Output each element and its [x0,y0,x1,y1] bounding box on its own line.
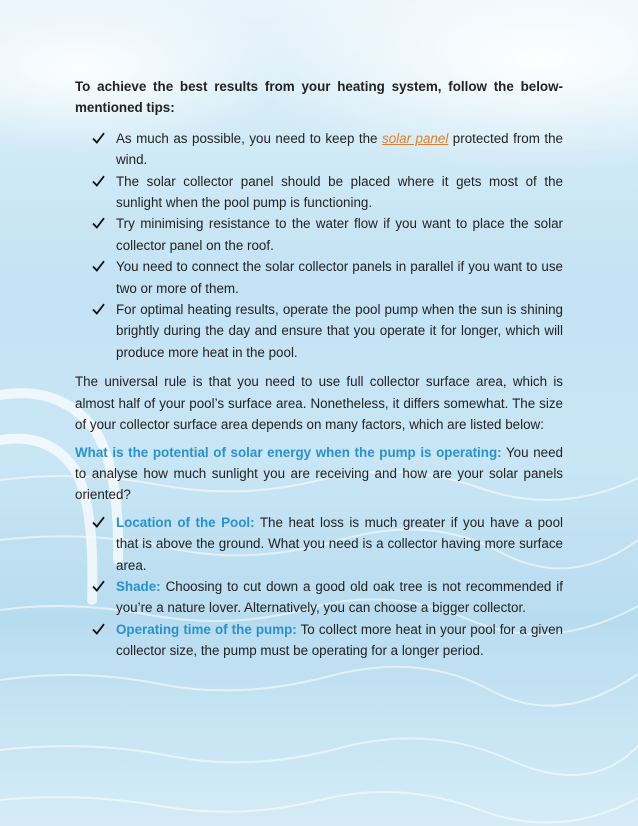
checkmark-icon [92,256,108,272]
tip-text: Try minimising resistance to the water flow if you want to place the solar collector panel on the roof. [116,216,563,253]
solar-panel-link[interactable]: solar panel [382,130,449,146]
list-item [89,213,563,256]
factor-text: The heat loss is much greater if you have a pool that is above the ground. What you need is a collector having more surface area. [116,514,564,573]
solar-potential-label: What is the potential of solar energy when the pump is operating: [75,444,502,460]
checkmark-icon [92,299,108,315]
tip-text-after: protected from the wind. [116,130,564,168]
list-item [89,299,563,363]
tip-text: The solar collector panel should be placed where it gets most of the sunlight when the pool pump is functioning. [116,173,563,211]
factor-label: Operating time of the pump: [116,621,297,637]
factor-label: Location of the Pool: [116,514,255,530]
tips-list [75,128,563,363]
factor-text: Choosing to cut down a good old oak tree is not recommended if you’re a nature lover. Alternatively, you can choose a bigger collector. [116,578,563,616]
checkmark-icon [92,171,108,187]
collector-area-paragraph: The universal rule is that you need to use full collector surface area, which is almost half of your pool’s surface area. Nonetheless, it differs somewhat. The size of your collector surface area depends on many factors, which are listed below: [75,374,563,433]
factor-label: Shade: [116,578,161,594]
list-item [89,256,563,299]
checkmark-icon [92,128,108,144]
list-item [89,576,563,619]
factors-list [75,512,563,662]
tip-text: For optimal heating results, operate the pool pump when the sun is shining brightly during the day and ensure that you operate it for longer, which will produce more heat in the pool. [116,302,563,360]
tips-heading: To achieve the best results from your heating system, follow the below-mentioned tips: [75,79,563,116]
list-item [89,512,563,576]
solar-potential-paragraph [75,442,563,506]
tip-text: You need to connect the solar collector panels in parallel if you want to use two or more of them. [116,259,563,296]
solar-potential-text: You need to analyse how much sunlight you are receiving and how are your solar panels oriented? [75,444,563,503]
checkmark-icon [92,213,108,229]
list-item [89,619,563,662]
tip-text-before: As much as possible, you need to keep the [116,130,383,146]
factor-text: To collect more heat in your pool for a given collector size, the pump must be operating for a longer period. [116,621,563,659]
list-item [89,171,563,214]
checkmark-icon [92,619,108,635]
checkmark-icon [92,576,108,592]
list-item [89,128,563,171]
checkmark-icon [92,512,108,528]
document-page [75,76,563,670]
